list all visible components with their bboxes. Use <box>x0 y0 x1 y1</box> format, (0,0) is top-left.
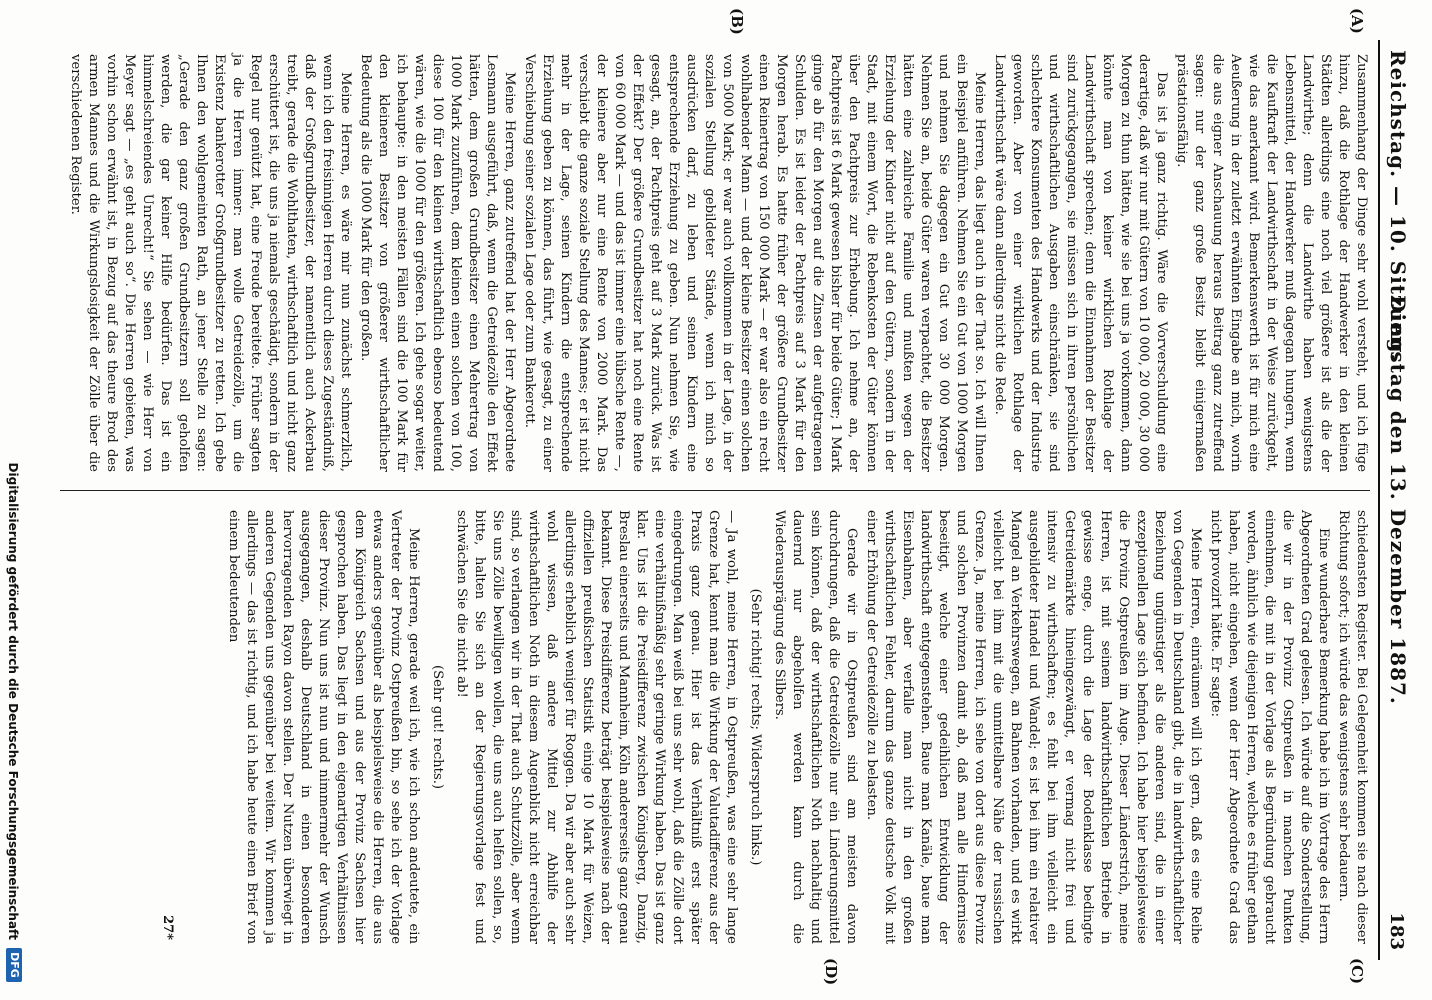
header-section-title: Reichstag. — 10. Sitzung. <box>1386 50 1410 362</box>
margin-letter-a: (A) <box>1348 8 1366 34</box>
margin-letter-c: (C) <box>1348 958 1366 985</box>
paragraph: — Ja wohl, meine Herren, in Ostpreußen, was eine sehr lange Grenze hat, kennt man die Wirkung der Valutadifferenz aus der Praxis ganz genau. Hier ist das Verhältniß erst später eingedrungen. Man weiß bei uns sehr wohl, daß die Zölle dort eine verhältnißmäßig sehr geringe Wirkung haben. Das ist ganz klar. Uns ist die Preisdifferenz zwischen Königsberg, Danzig, Breslau einerseits und Mannheim, Köln andererseits ganz genau bekannt. Diese Preisdifferenz beträgt beispielsweise nach der offiziellen preußischen Statistik einige 10 Mark für Weizen, allerdings erheblich weniger für Roggen. Da wir aber auch sehr wohl wissen, daß andere Mittel zur Abhilfe der wirthschaftlichen Noth in diesem Augenblick nicht erreichbar sind, so verlangen wir in der That auch Schutzzölle, aber wenn Sie uns Zölle bewilligen wollen, die uns auch helfen sollen, so, bitte, halten Sie sich an der Regierungsvorlage fest und schwächen Sie die nicht ab! <box>454 510 739 944</box>
paragraph: Eine wunderbare Bemerkung habe ich im Vortrage des Herrn Abgeordneten Grad gelesen. Ich würde auf die Sonderstellung, die wir in der Provinz Ostpreußen in manchen Punkten einnehmen, die mit in der Vorlage als Begründung gebraucht worden, ähnlich wie diejenigen Herren, welche es früher gethan haben, nicht eingehen, wenn der Herr Abgeordnete Grad das nicht provozirt hätte. Er sagte: <box>1208 510 1331 944</box>
digitization-credit: Digitalisierung gefördert durch die Deutsche Forschungsgemeinschaft <box>6 462 20 940</box>
paragraph: Meine Herren, das liegt auch in der That so. Ich will Ihnen ein Beispiel anführen. Nehmen Sie ein Gut von 1000 Morgen und nehmen Sie dagegen ein Gut von 30 000 Morgen. Nehmen Sie an, beide Güter waren verpachtet, die Besitzer hätten eine zahlreiche Familie und mußten wegen der Erziehung der Kinder nicht auf den Gütern, sondern in der Stadt, mit einem Wort, die Rebenkosten der Güter können über den Pachtpreis zur Erhebung. Ich nehme an, der Pachtpreis ist 6 Mark gewesen bisher für beide Güter; 1 Mark ginge ab für den Morgen auf die Zinsen der aufgetragenen Schulden. Es ist leider der Pachtpreis auf 3 Mark für den Morgen herab. Es hatte früher der größere Grundbesitzer einen Reinertrag von 150 000 Mark — er war also ein recht wohlhabender Mann — und der kleine Besitzer einen solchen von 5000 Mark; er war auch vollkommen in der Lage, in der sozialen Stellung gebildeter Stände, wenn ich mich so ausdrücken darf, zu leben und seinen Kindern eine entsprechende Erziehung zu geben. Nun nehmen Sie, wie gesagt, an, der Pachtpreis geht auf 3 Mark zurück. Was ist der Effekt? Der größere Grundbesitzer hat noch eine Rente von 60 000 Mark — und das ist immer eine hübsche Rente —, der kleinere aber nur eine Rente von 2000 Mark. Das verschiebt die ganze soziale Stellung des Mannes; er ist nicht mehr in der Lage, seinen Kindern die entsprechende Erziehung geben zu können, das führt, wie gesagt, zu einer Verschiebung seiner sozialen Lage oder zum Bankerott. <box>522 54 987 472</box>
digitization-footer <box>0 0 38 1000</box>
dfg-logo: DFG <box>6 948 22 982</box>
margin-letter-b: (B) <box>728 8 746 35</box>
header-date: Dienstag den 13. Dezember 1887. <box>1386 295 1410 705</box>
interjection: (Sehr gut! rechts.) <box>430 664 445 790</box>
running-header <box>1378 40 1424 960</box>
paragraph: Meine Herren, es wäre mir nun zunächst schmerzlich, wenn ich den freisinnigen Herren durch dieses Zugeständniß, daß der Großgrundbesitzer, der namentlich auch Ackerbau treibt, gerade die Wohlthaten, wirthschaftlich und nicht ganz erschüttert ist, die uns ja niemals geschädigt, sondern in der Regel nur genützt hat, eine Freude bereitete. Früher sagten ja die Herren immer: man wolle Getreidezölle, um die Existenz bankerotter Großgrundbesitzer zu retten. Ich gebe Ihnen den wohlgemeinten Rath, an jener Stelle zu sagen: „Gerade den ganz großen Grundbesitzern soll geholfen werden, die gar keiner Hilfe bedürfen. Das ist ein himmelschreiendes Unrecht!“ Sie sehen — wie Herr von Meyer sagt — „es geht auch so“. Die Herren gebieten, was vorhin schon erwähnt ist, in Bezug auf das theure Brod des armen Mannes und die Wirkungslosigkeit der Zölle über die verschiedenen Register. <box>68 54 353 472</box>
margin-letter-d: (D) <box>822 958 840 986</box>
interjection: (Sehr richtig! rechts; Widerspruch links.) <box>748 588 763 866</box>
paragraph: Meine Herren, ganz zutreffend hat der Herr Abgeordnete Lesmann ausgeführt, daß, wenn die Getreidezölle den Effekt hätten, dem großen Grundbesitzer einen Mehrertrag von 1000 Mark zuzuführen, dem kleinen einen solchen von 100, diese 100 für den kleinen wirthschaftlich ebenso bedeutend wären, wie die 1000 für den größeren. Ich gehe sogar weiter, ich behaupte: in den meisten Fällen sind die 100 Mark für den kleineren Besitzer von größerer wirthschaftlicher Bedeutung als die 1000 Mark für den großen. <box>358 54 517 472</box>
paragraph: Meine Herren, gerade weil ich, wie ich schon andeutete, ein Vertreter der Provinz Ostpreußen bin, so sehe ich der Vorlage etwas anders gegenüber als beispielsweise die Herren, die aus dem Königreich Sachsen und aus der Provinz Sachsen hier gesprochen haben. Das liegt in den eigenartigen Verhältnissen dieser Provinz. Nun uns ist nun und nimmermehr der Wunsch ausgegangen, deshalb Deutschland in einen besonderen hervorragenden Rayon davon stellen. Der Nutzen überwiegt in anderen Gegenden uns gegenüber bei weitem. Wir kommen ja allerdings — das ist richtig, und ich habe heute einen Brief von einem bedeutenden <box>226 510 421 944</box>
right-text-column <box>190 510 1370 944</box>
left-text-column <box>68 54 1370 472</box>
column-divider <box>60 490 1370 491</box>
quoted-paragraph: Gerade wir in Ostpreußen sind am meisten davon durchdrungen, daß die Getreidezölle nur ein Linderungsmittel sein können, daß der wirthschaftlichen Noth nachhaltig und dauernd nur abgeholfen werden kann durch die Wiederausprägung des Silbers. <box>772 510 859 944</box>
paragraph: Das ist ja ganz richtig. Wäre die Vorverschuldung eine derartige, daß wir nur mit Gütern von 10 000, 20 000, 30 000 Morgen zu thun hätten, wie sie bei uns ja vorkommen, dann könnte man von keiner wirklichen Rothlage der Landwirthschaft sprechen; denn die Einnahmen der Besitzer sind zurückgegangen, sie müssen sich in ihren persönlichen und wirthschaftlichen Ausgaben einschränken, sie sind schlechtere Konsumenten des Handwerks und der Industrie geworden. Aber von einer wirklichen Rothlage der Landwirthschaft wäre dann allerdings nicht die Rede. <box>992 54 1169 472</box>
paragraph: Zusammenhang der Dinge sehr wohl versteht, und ich füge hinzu, daß die Rothlage der Handwerker in den kleinen Städten allerdings eine noch viel größere ist als die der Landwirthe; denn die Landwirthe haben wenigstens Lebensmittel, der Handwerker muß dagegan hungern, wenn die Kaufkraft der Landwirthschaft in der Weise zurückgeht, wie das anerkannt wird. Bemerkenswerth ist für mich eine Aeußerung in der zuletzt erwähnten Eingabe an mich, worin die aus eigner Anschauung heraus Beitrag ganz zutreffend sagen: nur der ganz große Besitz bleibt einigermaßen prästationsfähig. <box>1174 54 1369 472</box>
page-number: 183 <box>1386 912 1407 950</box>
signature-mark: 27* <box>160 915 175 940</box>
paragraph: schiedensten Register. Bei Gelegenheit kommen sie nach dieser Richtung sofort; ich würde das wenigstens sehr bedauern. <box>1336 510 1369 944</box>
quoted-paragraph: Meine Herren, einräumen will ich gern, daß es eine Reihe von Gegenden in Deutschland gibt, die in landwirthschaftlicher Beziehung ungünstiger als die anderen sind, die in einer exzeptionellen Lage sich befinden. Ich habe hier beispielsweise die Provinz Ostpreußen im Auge. Dieser Länderstrich, meine Herren, ist mit seinem landwirthschaftlichen Betriebe in gewisse enge, durch die Lage der Bodenklasse bedingte Getreidemärkte hineingezwängt, er vermag nicht frei und intensiv zu wirthschaften; es fehlt bei ihm vielleicht ein ausgebildeter Handel und Wandel; es ist bei ihm ein relativer Mangel an Verkehrswegen, an Bahnen vorhanden, und es wirkt vielleicht bei ihm mit die unmittelbare Nähe der russischen Grenze. Ja, meine Herren, ich sehe von dort aus diese Provinz und solchen Provinzen damit ab, daß man alle Hindernisse beseitigt, welche einer gedeihlichen Entwicklung der landwirthschaft entgegenstehen. Baue man Kanäle, baue man Eisenbahnen, aber verfalle man nicht in den großen wirthschaftlichen Fehler, darum das ganze deutsche Volk mit einer Erhöhung der Getreidezölle zu belasten. <box>864 510 1203 944</box>
